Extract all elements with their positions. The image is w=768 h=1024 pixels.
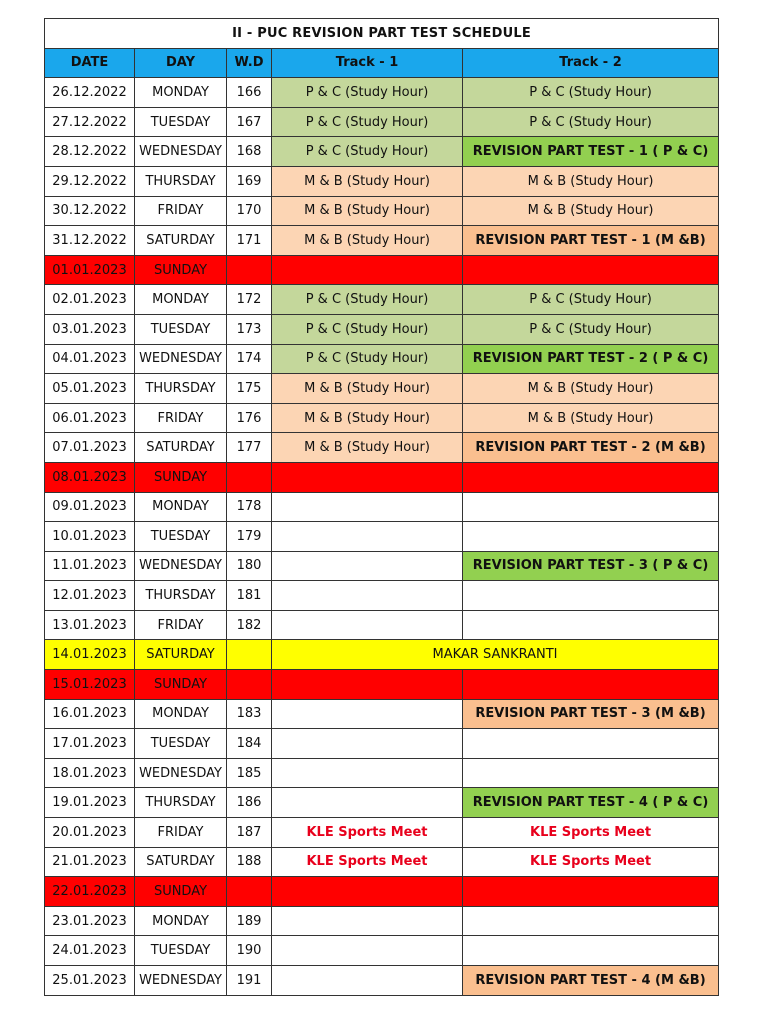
wd-cell (227, 640, 272, 670)
day-cell: SUNDAY (135, 877, 227, 907)
track-1-cell (272, 699, 463, 729)
wd-cell: 172 (227, 285, 272, 315)
date-cell: 13.01.2023 (45, 610, 135, 640)
day-cell: THURSDAY (135, 166, 227, 196)
table-row (45, 729, 719, 759)
date-cell: 09.01.2023 (45, 492, 135, 522)
wd-cell: 175 (227, 374, 272, 404)
header-wd: W.D (227, 48, 272, 78)
day-cell: TUESDAY (135, 107, 227, 137)
date-cell: 03.01.2023 (45, 314, 135, 344)
date-cell: 14.01.2023 (45, 640, 135, 670)
track-2-cell: REVISION PART TEST - 1 (M &B) (463, 226, 719, 256)
wd-cell: 171 (227, 226, 272, 256)
schedule-title: II - PUC REVISION PART TEST SCHEDULE (45, 19, 719, 49)
table-row (45, 877, 719, 907)
wd-cell: 188 (227, 847, 272, 877)
track-1-cell: P & C (Study Hour) (272, 107, 463, 137)
track-2-cell: REVISION PART TEST - 3 (M &B) (463, 699, 719, 729)
table-row (45, 196, 719, 226)
date-cell: 26.12.2022 (45, 78, 135, 108)
table-row (45, 462, 719, 492)
day-cell: WEDNESDAY (135, 966, 227, 996)
wd-cell: 167 (227, 107, 272, 137)
day-cell: WEDNESDAY (135, 551, 227, 581)
date-cell: 07.01.2023 (45, 433, 135, 463)
track-1-cell (272, 610, 463, 640)
wd-cell: 189 (227, 906, 272, 936)
date-cell: 08.01.2023 (45, 462, 135, 492)
holiday-cell: MAKAR SANKRANTI (272, 640, 719, 670)
day-cell: SUNDAY (135, 462, 227, 492)
track-2-cell: P & C (Study Hour) (463, 285, 719, 315)
table-row (45, 374, 719, 404)
track-1-cell: M & B (Study Hour) (272, 166, 463, 196)
table-row (45, 492, 719, 522)
wd-cell: 173 (227, 314, 272, 344)
track-2-cell (463, 758, 719, 788)
day-cell: SATURDAY (135, 847, 227, 877)
track-2-cell: M & B (Study Hour) (463, 166, 719, 196)
table-row (45, 581, 719, 611)
track-2-cell (463, 492, 719, 522)
date-cell: 31.12.2022 (45, 226, 135, 256)
date-cell: 20.01.2023 (45, 818, 135, 848)
table-row (45, 226, 719, 256)
wd-cell: 183 (227, 699, 272, 729)
track-1-cell: M & B (Study Hour) (272, 403, 463, 433)
title-row (45, 19, 719, 49)
track-1-cell: P & C (Study Hour) (272, 344, 463, 374)
wd-cell (227, 877, 272, 907)
date-cell: 25.01.2023 (45, 966, 135, 996)
wd-cell: 187 (227, 818, 272, 848)
table-row (45, 255, 719, 285)
wd-cell: 166 (227, 78, 272, 108)
track-1-cell: M & B (Study Hour) (272, 196, 463, 226)
table-row (45, 522, 719, 552)
date-cell: 02.01.2023 (45, 285, 135, 315)
table-row (45, 788, 719, 818)
day-cell: SATURDAY (135, 433, 227, 463)
day-cell: FRIDAY (135, 610, 227, 640)
track-2-cell: KLE Sports Meet (463, 818, 719, 848)
wd-cell: 168 (227, 137, 272, 167)
wd-cell: 182 (227, 610, 272, 640)
date-cell: 27.12.2022 (45, 107, 135, 137)
day-cell: THURSDAY (135, 788, 227, 818)
day-cell: SUNDAY (135, 670, 227, 700)
day-cell: SATURDAY (135, 226, 227, 256)
track-1-cell: M & B (Study Hour) (272, 374, 463, 404)
date-cell: 06.01.2023 (45, 403, 135, 433)
track-2-cell: M & B (Study Hour) (463, 403, 719, 433)
date-cell: 17.01.2023 (45, 729, 135, 759)
table-row (45, 166, 719, 196)
wd-cell: 184 (227, 729, 272, 759)
track-2-cell: REVISION PART TEST - 4 ( P & C) (463, 788, 719, 818)
table-row (45, 906, 719, 936)
day-cell: TUESDAY (135, 314, 227, 344)
day-cell: MONDAY (135, 906, 227, 936)
header-track-1: Track - 1 (272, 48, 463, 78)
table-row (45, 640, 719, 670)
table-row (45, 610, 719, 640)
track-1-cell: P & C (Study Hour) (272, 285, 463, 315)
track-1-cell (272, 877, 463, 907)
table-row (45, 314, 719, 344)
table-row (45, 758, 719, 788)
wd-cell: 186 (227, 788, 272, 818)
table-row (45, 433, 719, 463)
track-2-cell (463, 729, 719, 759)
day-cell: TUESDAY (135, 936, 227, 966)
track-2-cell (463, 610, 719, 640)
date-cell: 29.12.2022 (45, 166, 135, 196)
table-row (45, 670, 719, 700)
table-row (45, 936, 719, 966)
wd-cell: 178 (227, 492, 272, 522)
track-1-cell (272, 758, 463, 788)
day-cell: MONDAY (135, 699, 227, 729)
track-1-cell (272, 551, 463, 581)
track-1-cell (272, 581, 463, 611)
track-1-cell (272, 936, 463, 966)
date-cell: 11.01.2023 (45, 551, 135, 581)
track-2-cell: M & B (Study Hour) (463, 374, 719, 404)
date-cell: 12.01.2023 (45, 581, 135, 611)
track-1-cell (272, 670, 463, 700)
date-cell: 16.01.2023 (45, 699, 135, 729)
table-row (45, 699, 719, 729)
table-row (45, 78, 719, 108)
track-2-cell (463, 255, 719, 285)
wd-cell: 180 (227, 551, 272, 581)
wd-cell: 177 (227, 433, 272, 463)
date-cell: 30.12.2022 (45, 196, 135, 226)
track-1-cell (272, 966, 463, 996)
day-cell: SATURDAY (135, 640, 227, 670)
schedule-table (44, 18, 719, 996)
track-2-cell (463, 906, 719, 936)
header-track-2: Track - 2 (463, 48, 719, 78)
track-1-cell (272, 906, 463, 936)
wd-cell (227, 670, 272, 700)
table-row (45, 344, 719, 374)
wd-cell (227, 462, 272, 492)
table-row (45, 107, 719, 137)
date-cell: 05.01.2023 (45, 374, 135, 404)
track-1-cell: M & B (Study Hour) (272, 226, 463, 256)
day-cell: FRIDAY (135, 818, 227, 848)
table-row (45, 818, 719, 848)
track-2-cell: M & B (Study Hour) (463, 196, 719, 226)
date-cell: 15.01.2023 (45, 670, 135, 700)
track-2-cell (463, 581, 719, 611)
wd-cell: 176 (227, 403, 272, 433)
day-cell: TUESDAY (135, 729, 227, 759)
track-2-cell: REVISION PART TEST - 2 ( P & C) (463, 344, 719, 374)
date-cell: 24.01.2023 (45, 936, 135, 966)
track-1-cell (272, 492, 463, 522)
track-2-cell: REVISION PART TEST - 1 ( P & C) (463, 137, 719, 167)
track-1-cell: KLE Sports Meet (272, 847, 463, 877)
track-1-cell: P & C (Study Hour) (272, 314, 463, 344)
date-cell: 23.01.2023 (45, 906, 135, 936)
day-cell: SUNDAY (135, 255, 227, 285)
track-1-cell (272, 255, 463, 285)
track-2-cell: P & C (Study Hour) (463, 78, 719, 108)
track-2-cell: REVISION PART TEST - 3 ( P & C) (463, 551, 719, 581)
header-date: DATE (45, 48, 135, 78)
track-2-cell (463, 877, 719, 907)
date-cell: 21.01.2023 (45, 847, 135, 877)
date-cell: 22.01.2023 (45, 877, 135, 907)
track-2-cell: REVISION PART TEST - 2 (M &B) (463, 433, 719, 463)
day-cell: THURSDAY (135, 581, 227, 611)
track-1-cell: P & C (Study Hour) (272, 78, 463, 108)
track-1-cell (272, 522, 463, 552)
wd-cell: 170 (227, 196, 272, 226)
date-cell: 19.01.2023 (45, 788, 135, 818)
table-row (45, 847, 719, 877)
track-2-cell: KLE Sports Meet (463, 847, 719, 877)
wd-cell (227, 255, 272, 285)
track-2-cell: P & C (Study Hour) (463, 314, 719, 344)
table-row (45, 403, 719, 433)
wd-cell: 191 (227, 966, 272, 996)
track-2-cell (463, 522, 719, 552)
date-cell: 01.01.2023 (45, 255, 135, 285)
date-cell: 28.12.2022 (45, 137, 135, 167)
wd-cell: 169 (227, 166, 272, 196)
wd-cell: 181 (227, 581, 272, 611)
day-cell: FRIDAY (135, 403, 227, 433)
table-row (45, 551, 719, 581)
day-cell: FRIDAY (135, 196, 227, 226)
day-cell: TUESDAY (135, 522, 227, 552)
track-2-cell (463, 936, 719, 966)
day-cell: MONDAY (135, 78, 227, 108)
wd-cell: 179 (227, 522, 272, 552)
wd-cell: 174 (227, 344, 272, 374)
track-1-cell: M & B (Study Hour) (272, 433, 463, 463)
day-cell: WEDNESDAY (135, 344, 227, 374)
header-day: DAY (135, 48, 227, 78)
date-cell: 04.01.2023 (45, 344, 135, 374)
table-row (45, 285, 719, 315)
table-row (45, 966, 719, 996)
track-1-cell (272, 462, 463, 492)
track-1-cell (272, 788, 463, 818)
track-1-cell: P & C (Study Hour) (272, 137, 463, 167)
date-cell: 10.01.2023 (45, 522, 135, 552)
day-cell: MONDAY (135, 285, 227, 315)
day-cell: WEDNESDAY (135, 758, 227, 788)
track-1-cell: KLE Sports Meet (272, 818, 463, 848)
date-cell: 18.01.2023 (45, 758, 135, 788)
track-2-cell: REVISION PART TEST - 4 (M &B) (463, 966, 719, 996)
table-row (45, 137, 719, 167)
wd-cell: 190 (227, 936, 272, 966)
day-cell: MONDAY (135, 492, 227, 522)
track-1-cell (272, 729, 463, 759)
track-2-cell: P & C (Study Hour) (463, 107, 719, 137)
header-row (45, 48, 719, 78)
track-2-cell (463, 462, 719, 492)
day-cell: THURSDAY (135, 374, 227, 404)
day-cell: WEDNESDAY (135, 137, 227, 167)
track-2-cell (463, 670, 719, 700)
wd-cell: 185 (227, 758, 272, 788)
